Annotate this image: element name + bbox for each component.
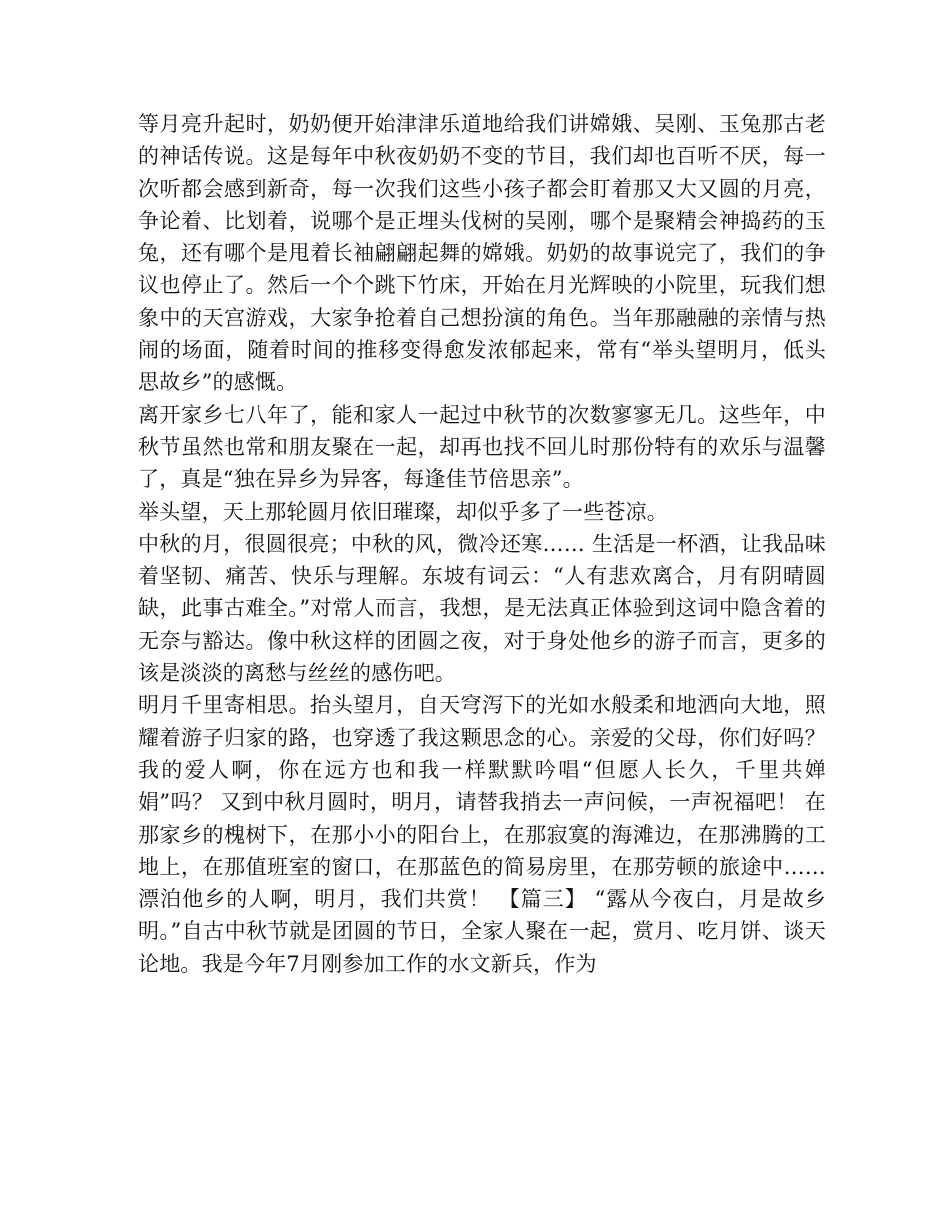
paragraph-5: 明月千里寄相思。抬头望月，自天穹泻下的光如水般柔和地洒向大地，照耀着游子归家的路，也穿透了我这颗思念的心。亲爱的父母，你们好吗？我的爱人啊，你在远方也和我一样默默吟唱“但愿人长久，千里共婵娟”吗？ 又到中秋月圆时，明月，请替我捎去一声问候，一声祝福吧！ 在那家乡的槐树下，在那小小的阳台上，在那寂寞的海滩边，在那沸腾的工地上，在那值班室的窗口，在那蓝色的简易房里，在那劳顿的旅途中…… 漂泊他乡的人啊，明月，我们共赏！ 【篇三】 “露从今夜白，月是故乡明。”自古中秋节就是团圆的节日，全家人聚在一起，赏月、吃月饼、谈天论地。我是今年7月刚参加工作的水文新兵，作为 — [138, 693, 826, 976]
paragraph-1: 等月亮升起时，奶奶便开始津津乐道地给我们讲嫦娥、吴刚、玉兔那古老的神话传说。这是每年中秋夜奶奶不变的节目，我们却也百听不厌，每一次听都会感到新奇，每一次我们这些小孩子都会盯着那又大又圆的月亮，争论着、比划着，说哪个是正埋头伐树的吴刚，哪个是聚精会神捣药的玉兔，还有哪个是甩着长袖翩翩起舞的嫦娥。奶奶的故事说完了，我们的争议也停止了。然后一个个跳下竹床，开始在月光辉映的小院里，玩我们想象中的天宫游戏，大家争抢着自己想扮演的角色。当年那融融的亲情与热闹的场面，随着时间的推移变得愈发浓郁起来，常有“举头望明月，低头思故乡”的感慨。 — [138, 112, 826, 395]
paragraph-2: 离开家乡七八年了，能和家人一起过中秋节的次数寥寥无几。这些年，中秋节虽然也常和朋友聚在一起，却再也找不回儿时那份特有的欢乐与温馨了，真是“独在异乡为异客，每逢佳节倍思亲”。 — [138, 402, 826, 492]
paragraph-4: 中秋的月，很圆很亮；中秋的风，微冷还寒…… 生活是一杯酒，让我品味着坚韧、痛苦、快乐与理解。东坡有词云：“人有悲欢离合，月有阴晴圆缺，此事古难全。”对常人而言，我想，是无法真正体验到这词中隐含着的无奈与豁达。像中秋这样的团圆之夜，对于身处他乡的游子而言，更多的该是淡淡的离愁与丝丝的感伤吧。 — [138, 531, 826, 686]
paragraph-3: 举头望，天上那轮圆月依旧璀璨，却似乎多了一些苍凉。 — [138, 499, 668, 524]
document-body — [138, 108, 826, 980]
